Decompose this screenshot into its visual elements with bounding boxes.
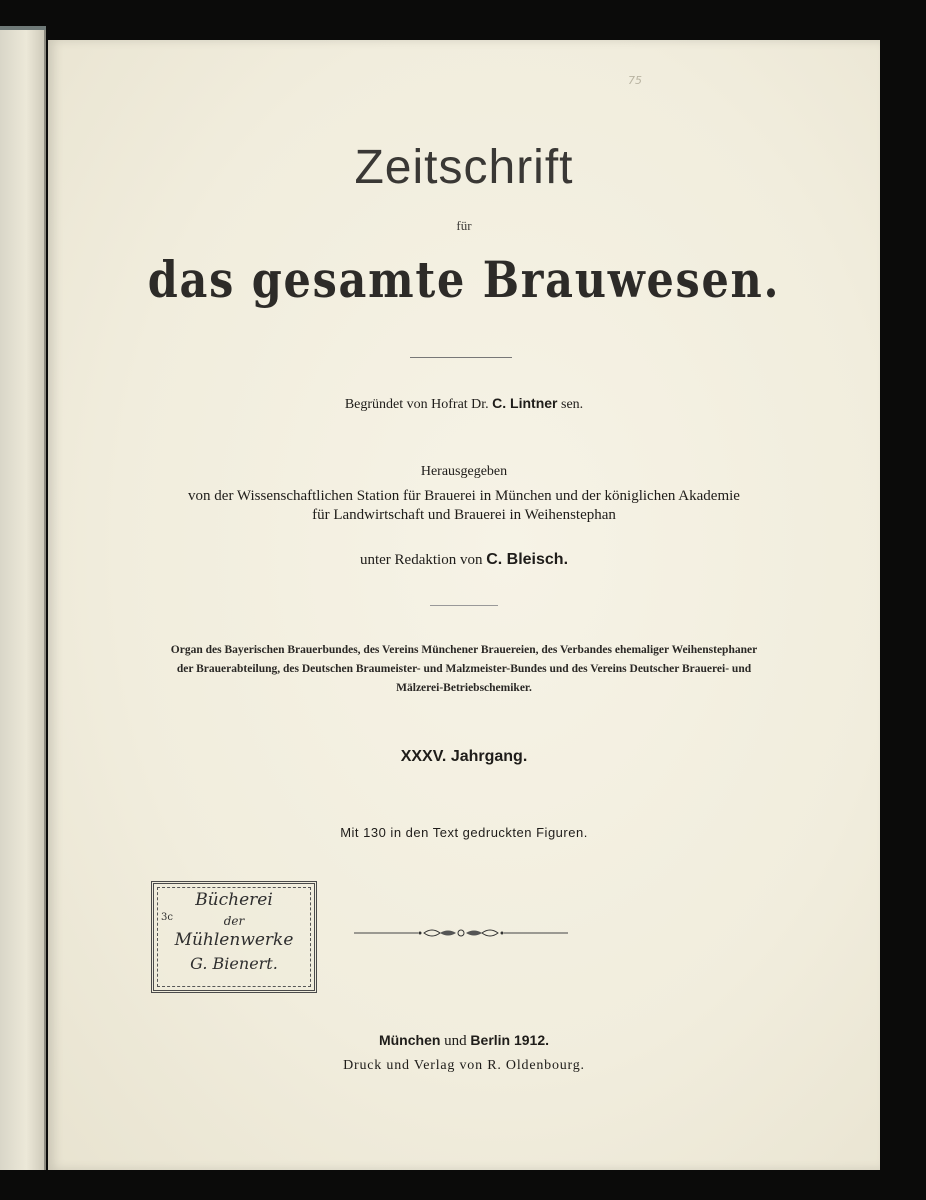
title-page	[48, 40, 880, 1170]
stamp-number: 3c	[161, 912, 173, 923]
stamp-line-3: Mühlenwerke	[174, 930, 294, 950]
book-cover-edge	[0, 30, 46, 1170]
organ-line-1: Organ des Bayerischen Brauerbundes, des Vereins Münchener Brauereien, des Verbandes ehemaliger Weihenstephaner	[170, 644, 758, 656]
title-fuer: für	[456, 218, 472, 233]
title-zeitschrift: Zeitschrift	[354, 141, 574, 194]
founder-suffix: sen.	[557, 397, 584, 412]
editor-name: C. Bleisch.	[486, 551, 569, 568]
place-year	[48, 1032, 880, 1050]
volume-label: XXXV. Jahrgang.	[400, 748, 528, 765]
stamp-line-1: Bücherei	[195, 890, 273, 910]
divider-rule-2	[430, 605, 498, 606]
founder-prefix: Begründet von Hofrat Dr.	[344, 397, 493, 412]
stamp-line-4: G. Bienert.	[190, 954, 278, 973]
city-berlin-year: Berlin 1912.	[470, 1032, 550, 1048]
ornament-divider	[354, 925, 568, 941]
organ-line-2: der Brauerabteilung, des Deutschen Braumeister- und Malzmeister-Bundes und des Vereins Deutscher Brauerei- und	[176, 663, 752, 675]
publisher-line-2: für Landwirtschaft und Brauerei in Weihenstephan	[312, 507, 616, 523]
organ-block	[98, 641, 830, 698]
publisher-block	[48, 487, 880, 525]
founder-name: C. Lintner	[492, 395, 558, 411]
published-label: Herausgegeben	[420, 464, 508, 479]
city-munich: München	[378, 1032, 441, 1048]
title-main: das gesamte Brauwesen.	[147, 250, 781, 309]
editor-prefix: unter Redaktion von	[359, 552, 487, 568]
printer-line: Druck und Verlag von R. Oldenbourg.	[343, 1058, 585, 1073]
place-und: und	[440, 1033, 471, 1049]
library-stamp	[151, 881, 317, 993]
founder-line	[48, 395, 880, 413]
pencil-note: 75	[628, 74, 642, 87]
figures-note: Mit 130 in den Text gedruckten Figuren.	[340, 825, 588, 840]
organ-line-3: Mälzerei-Betriebschemiker.	[396, 682, 532, 694]
divider-rule	[410, 357, 512, 358]
stamp-line-2: der	[223, 914, 245, 928]
editor-line	[48, 551, 880, 569]
publisher-line-1: von der Wissenschaftlichen Station für Brauerei in München und der königlichen Akademie	[188, 488, 740, 504]
